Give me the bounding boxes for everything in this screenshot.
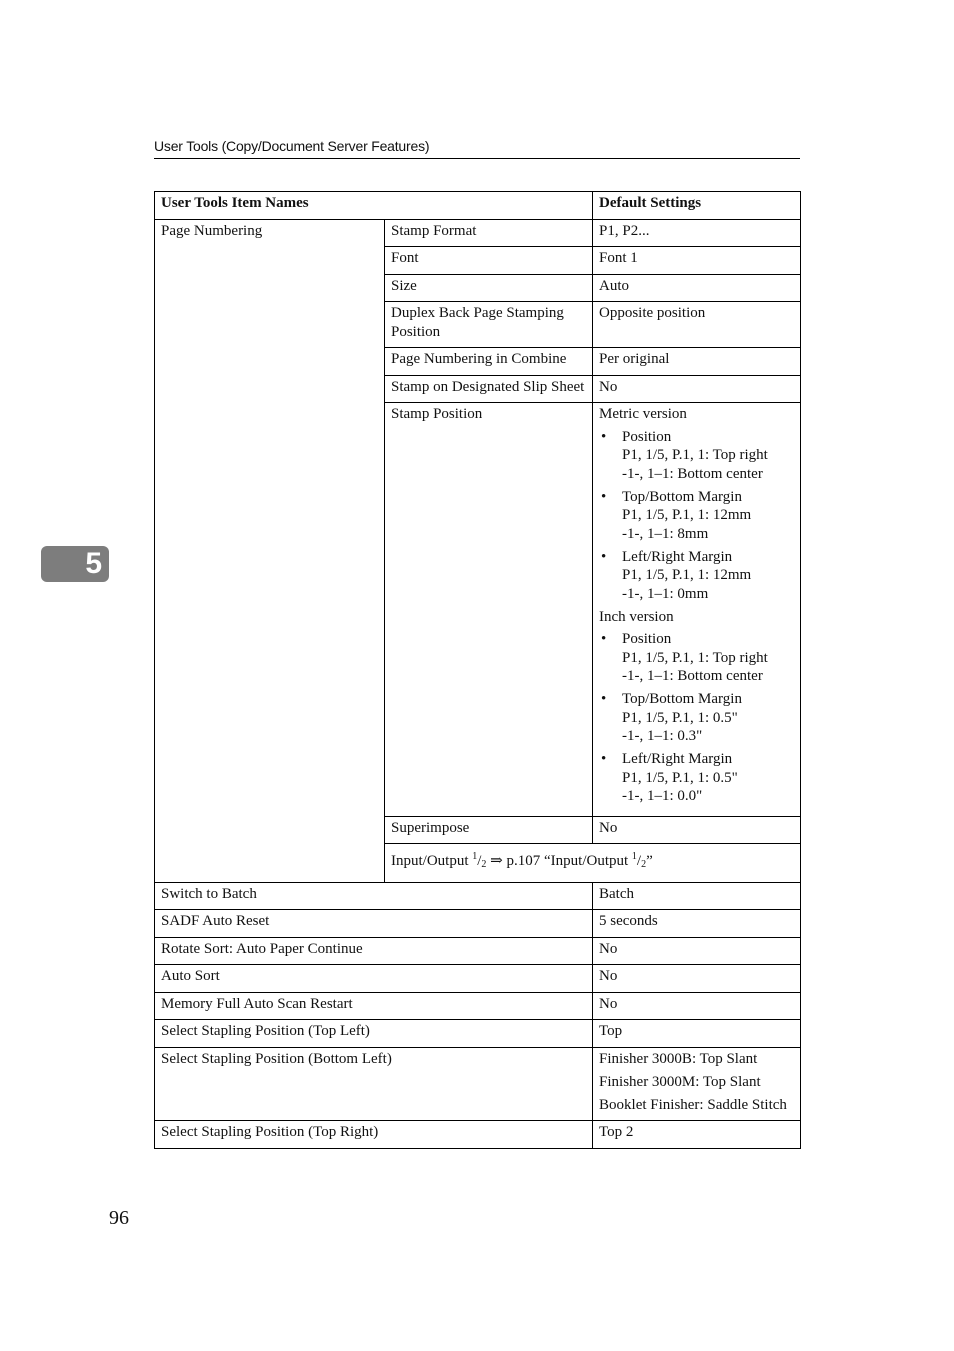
list-item: • Position P1, 1/5, P.1, 1: Top right -1-, 1–1: Bottom center bbox=[599, 630, 795, 686]
item-name: Superimpose bbox=[385, 816, 593, 844]
table-row bbox=[155, 965, 801, 993]
inch-options-list bbox=[599, 630, 795, 806]
item-value: P1, P2... bbox=[593, 219, 801, 247]
item-value: Font 1 bbox=[593, 247, 801, 275]
item-name: Select Stapling Position (Bottom Left) bbox=[155, 1047, 593, 1121]
item-name: Select Stapling Position (Top Right) bbox=[155, 1121, 593, 1149]
item-value: Auto bbox=[593, 274, 801, 302]
arrow-icon: ⇒ bbox=[486, 853, 507, 869]
chapter-number: 5 bbox=[85, 547, 102, 580]
item-name: Switch to Batch bbox=[155, 882, 593, 910]
item-value: No bbox=[593, 965, 801, 993]
item-name: Select Stapling Position (Top Left) bbox=[155, 1020, 593, 1048]
item-value: Finisher 3000B: Top Slant Finisher 3000M: Top Slant Booklet Finisher: Saddle Stitch bbox=[593, 1047, 801, 1121]
list-item: • Position P1, 1/5, P.1, 1: Top right -1-, 1–1: Bottom center bbox=[599, 428, 795, 484]
item-value: No bbox=[593, 375, 801, 403]
table-row bbox=[155, 1121, 801, 1149]
item-name: SADF Auto Reset bbox=[155, 910, 593, 938]
page-numbering-label: Page Numbering bbox=[155, 219, 385, 882]
inch-version-title: Inch version bbox=[599, 608, 674, 625]
table-row bbox=[155, 937, 801, 965]
item-value: Opposite position bbox=[593, 302, 801, 348]
stamp-position-values bbox=[593, 403, 801, 817]
table-row bbox=[155, 882, 801, 910]
item-name: Auto Sort bbox=[155, 965, 593, 993]
list-item: • Top/Bottom Margin P1, 1/5, P.1, 1: 12mm -1-, 1–1: 8mm bbox=[599, 488, 795, 544]
item-value: Per original bbox=[593, 348, 801, 376]
settings-table bbox=[154, 191, 801, 1149]
page-number: 96 bbox=[109, 1207, 129, 1229]
item-name: Stamp on Designated Slip Sheet bbox=[385, 375, 593, 403]
table-row bbox=[155, 219, 801, 247]
item-value: Top 2 bbox=[593, 1121, 801, 1149]
chapter-tab bbox=[41, 546, 109, 582]
list-item: • Left/Right Margin P1, 1/5, P.1, 1: 12mm -1-, 1–1: 0mm bbox=[599, 548, 795, 604]
item-value: No bbox=[593, 937, 801, 965]
header-item-names: User Tools Item Names bbox=[155, 192, 593, 220]
item-value: 5 seconds bbox=[593, 910, 801, 938]
item-name: Duplex Back Page Stamping Position bbox=[385, 302, 593, 348]
item-name: Stamp Position bbox=[385, 403, 593, 817]
item-name: Font bbox=[385, 247, 593, 275]
table-row bbox=[155, 992, 801, 1020]
item-name: Page Numbering in Combine bbox=[385, 348, 593, 376]
metric-version-title: Metric version bbox=[599, 406, 687, 422]
list-item: • Top/Bottom Margin P1, 1/5, P.1, 1: 0.5" -1-, 1–1: 0.3" bbox=[599, 690, 795, 746]
item-value: Batch bbox=[593, 882, 801, 910]
table-header-row bbox=[155, 192, 801, 220]
metric-options-list bbox=[599, 428, 795, 604]
item-name: Rotate Sort: Auto Paper Continue bbox=[155, 937, 593, 965]
item-name: Memory Full Auto Scan Restart bbox=[155, 992, 593, 1020]
table-row bbox=[155, 1047, 801, 1121]
item-value: No bbox=[593, 992, 801, 1020]
running-header: User Tools (Copy/Document Server Features) bbox=[154, 137, 800, 159]
item-value: Top bbox=[593, 1020, 801, 1048]
header-default-settings: Default Settings bbox=[593, 192, 801, 220]
table-row bbox=[155, 1020, 801, 1048]
item-name: Size bbox=[385, 274, 593, 302]
table-row bbox=[155, 910, 801, 938]
input-output-reference: Input/Output $^1/_2$ ⇒ p.107 “Input/Output $^1/_2$” bbox=[385, 844, 801, 883]
item-name: Stamp Format bbox=[385, 219, 593, 247]
list-item: • Left/Right Margin P1, 1/5, P.1, 1: 0.5" -1-, 1–1: 0.0" bbox=[599, 750, 795, 806]
page-reference-link[interactable]: p.107 “Input/Output bbox=[506, 853, 632, 869]
item-value: No bbox=[593, 816, 801, 844]
